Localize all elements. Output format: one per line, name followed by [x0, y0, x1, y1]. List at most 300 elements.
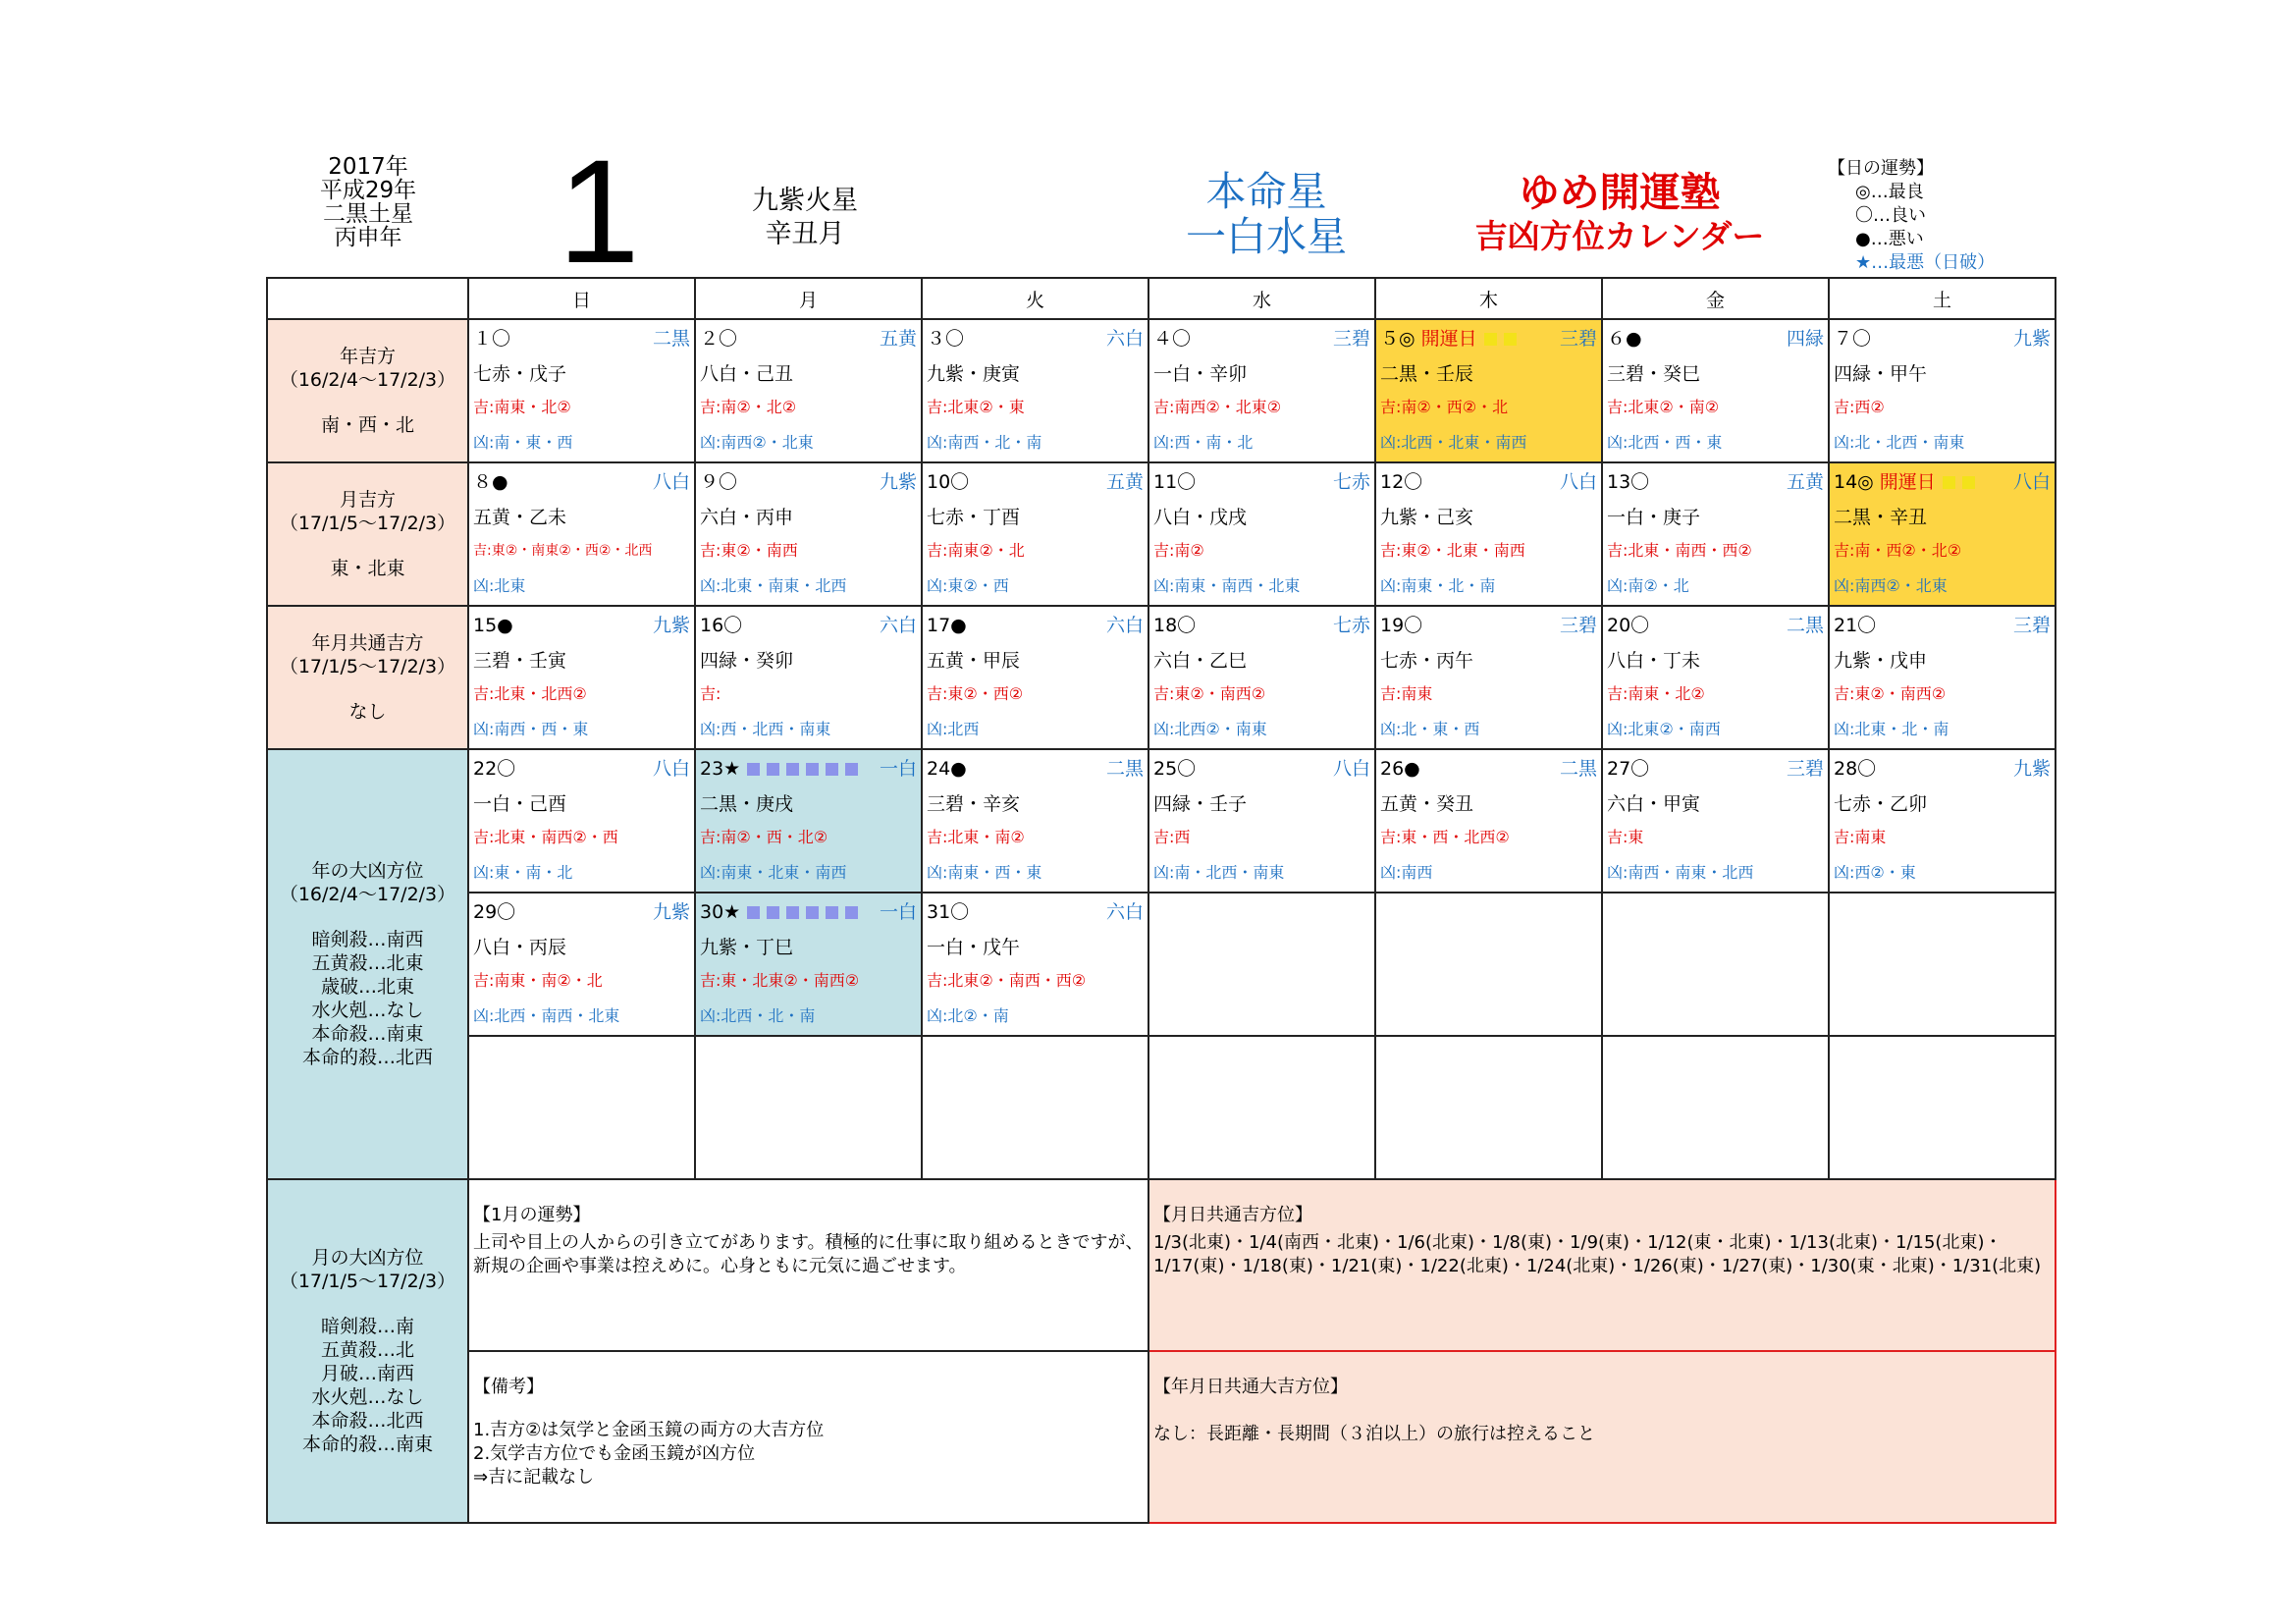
- day-kanshi: 四緑・壬子: [1153, 793, 1248, 815]
- day-header: [927, 756, 1144, 782]
- day-kichi: 吉:南東・北②: [1607, 684, 1705, 703]
- day-kyo: 凶:西②・東: [1834, 863, 1916, 882]
- empty-day-cell: [1829, 1036, 2056, 1179]
- day-kyo: 凶:南西・北・南: [927, 433, 1042, 452]
- day-inner: [923, 893, 1148, 1035]
- day-kanshi: 七赤・乙卯: [1834, 793, 1928, 815]
- day-kyo: 凶:北東・北・南: [1834, 720, 1949, 738]
- day-number-fortune: ５◎: [1380, 328, 1415, 350]
- day-number-fortune: 22〇: [473, 758, 516, 780]
- day-inner: [469, 320, 694, 461]
- honmei-line: 一白水星: [1186, 213, 1347, 260]
- day-star: 八白: [652, 471, 690, 493]
- day-inner: [1830, 893, 2055, 1035]
- marker-square: [1962, 476, 1975, 489]
- weekday-header: 金: [1602, 278, 1829, 319]
- day-cell[interactable]: [468, 606, 695, 749]
- marker-square: [747, 906, 760, 919]
- legend-item: ◎…最良: [1855, 182, 1924, 202]
- marker-square: [1943, 476, 1955, 489]
- side-line: 東・北東: [330, 558, 405, 579]
- day-cell[interactable]: [1602, 319, 1829, 462]
- day-cell[interactable]: [922, 462, 1148, 606]
- side-line: 年月共通吉方: [311, 632, 424, 654]
- side-line: 月吉方: [339, 489, 396, 511]
- side-line: 暗剣殺…南西: [311, 929, 424, 950]
- day-kanshi: 七赤・丁酉: [927, 507, 1021, 528]
- day-cell[interactable]: [922, 319, 1148, 462]
- side-line: 本命殺…北西: [311, 1410, 424, 1432]
- day-kyo: 凶:北東: [473, 576, 526, 595]
- fortune-text: 上司や目上の人からの引き立てがあります。積極的に仕事に取り組めるときですが、新規の企画や事業は控えめに。心身ともに元気に過ごせます。: [473, 1232, 1144, 1276]
- day-cell[interactable]: [468, 749, 695, 893]
- day-kyo: 凶:北東②・南西: [1607, 720, 1721, 738]
- day-header: [700, 613, 917, 638]
- fortune-title: 【1月の運勢】: [473, 1205, 591, 1225]
- day-header: [927, 469, 1144, 495]
- legend-title: 【日の運勢】: [1828, 158, 1934, 179]
- day-star: 八白: [652, 758, 690, 780]
- day-header: [473, 326, 690, 352]
- side-line: 南・西・北: [320, 414, 414, 436]
- day-star: 三碧: [1786, 758, 1824, 780]
- day-star: 七赤: [1332, 615, 1370, 636]
- day-kichi: 吉:北東・南②: [927, 828, 1025, 846]
- day-kichi: 吉:東・北東②・南西②: [700, 971, 860, 990]
- day-kyo: 凶:北西・南西・北東: [473, 1006, 620, 1025]
- empty-day-cell: [1375, 1036, 1602, 1179]
- day-kyo: 凶:東②・西: [927, 576, 1009, 595]
- day-header: [927, 613, 1144, 638]
- day-kichi: 吉:南・西②・北②: [1834, 541, 1962, 560]
- day-inner: [1149, 893, 1374, 1035]
- day-cell[interactable]: [1375, 749, 1602, 893]
- day-number-fortune: 24●: [927, 758, 967, 780]
- day-inner: [923, 320, 1148, 461]
- day-star: 九紫: [652, 615, 690, 636]
- day-cell[interactable]: [1602, 462, 1829, 606]
- day-kichi: 吉:東②・南西: [700, 541, 798, 560]
- side-line: [268, 392, 467, 413]
- day-cell[interactable]: [1375, 319, 1602, 462]
- day-number-fortune: ４〇: [1153, 328, 1192, 350]
- marker-square: [1484, 333, 1497, 346]
- day-star: 五黄: [1105, 471, 1144, 493]
- day-star: 七赤: [1332, 471, 1370, 493]
- day-header: [473, 613, 690, 638]
- day-kanshi: 九紫・戊申: [1834, 650, 1928, 672]
- day-kanshi: 六白・甲寅: [1607, 793, 1701, 815]
- day-kichi: 吉:北東・南西・西②: [1607, 541, 1752, 560]
- fortune-legend: [1828, 157, 1995, 275]
- day-kanshi: 二黒・辛丑: [1834, 507, 1928, 528]
- day-inner: [469, 1037, 694, 1178]
- day-inner: [1376, 463, 1601, 605]
- day-cell[interactable]: [1829, 462, 2056, 606]
- day-number-fortune: 14◎: [1834, 471, 1874, 493]
- side-line: 歳破…北東: [320, 976, 414, 998]
- day-cell[interactable]: [695, 462, 922, 606]
- day-kichi: 吉:北東②・南②: [1607, 398, 1720, 416]
- brand-subtitle: 吉凶方位カレンダー: [1474, 217, 1765, 255]
- day-cell[interactable]: [468, 319, 695, 462]
- marker-square: [1504, 333, 1517, 346]
- day-cell[interactable]: [1602, 606, 1829, 749]
- day-header: [927, 326, 1144, 352]
- day-star: 六白: [1105, 328, 1144, 350]
- day-kyo: 凶:北東・南東・北西: [700, 576, 847, 595]
- side-line: 暗剣殺…南: [320, 1316, 414, 1337]
- day-kyo: 凶:北西②・南東: [1153, 720, 1267, 738]
- side-info-4: [267, 1179, 468, 1523]
- day-kyo: 凶:西・北西・南東: [700, 720, 831, 738]
- side-line: 五黄殺…北: [320, 1339, 414, 1361]
- empty-day-cell: [1375, 893, 1602, 1036]
- legend-item: 〇…良い: [1855, 205, 1926, 226]
- marker-square: [767, 763, 779, 776]
- day-star: 一白: [879, 901, 917, 923]
- day-header: [473, 469, 690, 495]
- day-number-fortune: 15●: [473, 615, 513, 636]
- day-kichi: 吉:南東・北②: [473, 398, 571, 416]
- side-line: [268, 678, 467, 700]
- day-star: 六白: [879, 615, 917, 636]
- day-inner: [1603, 320, 1828, 461]
- weekday-header: 月: [695, 278, 922, 319]
- day-header: [1607, 756, 1824, 782]
- side-line: （17/1/5～17/2/3）: [279, 656, 456, 677]
- day-header: [1607, 613, 1824, 638]
- day-inner: [1603, 463, 1828, 605]
- day-star: 二黒: [1559, 758, 1597, 780]
- day-number-fortune: 21〇: [1834, 615, 1877, 636]
- day-inner: [1149, 320, 1374, 461]
- day-inner: [696, 750, 921, 892]
- fortune-note: [468, 1179, 1148, 1351]
- weekday-header: 日: [468, 278, 695, 319]
- empty-day-cell: [922, 1036, 1148, 1179]
- day-number-fortune: ２〇: [700, 328, 738, 350]
- day-cell[interactable]: [1829, 749, 2056, 893]
- day-kichi: 吉:西②: [1834, 398, 1885, 416]
- day-kyo: 凶:南・東・西: [473, 433, 573, 452]
- day-kyo: 凶:南西②・北東: [700, 433, 814, 452]
- day-kanshi: 七赤・戊子: [473, 363, 567, 385]
- legend-item: ★…最悪（日破）: [1855, 252, 1996, 273]
- day-inner: [1376, 893, 1601, 1035]
- day-kichi: 吉:南②: [1153, 541, 1204, 560]
- day-kichi: 吉:西: [1153, 828, 1191, 846]
- weekday-header: 木: [1375, 278, 1602, 319]
- day-inner: [1149, 1037, 1374, 1178]
- day-number-fortune: 30★: [700, 901, 741, 923]
- side-line: 本命的殺…北西: [301, 1047, 433, 1068]
- day-star: 八白: [1332, 758, 1370, 780]
- day-kyo: 凶:北西・西・東: [1607, 433, 1723, 452]
- day-header: [1834, 756, 2051, 782]
- day-cell[interactable]: [695, 749, 922, 893]
- day-inner: [1149, 607, 1374, 748]
- day-header: [473, 756, 690, 782]
- day-cell[interactable]: [1148, 606, 1375, 749]
- marker-square: [767, 906, 779, 919]
- day-number-fortune: ３〇: [927, 328, 965, 350]
- day-inner: [696, 320, 921, 461]
- day-star: 九紫: [652, 901, 690, 923]
- day-kichi: 吉:北東②・東: [927, 398, 1025, 416]
- brand-title: ゆめ開運塾: [1519, 169, 1721, 216]
- day-kanshi: 八白・丙辰: [473, 937, 567, 958]
- kaiun-label: 開運日: [1879, 471, 1936, 493]
- day-kyo: 凶:南・北西・南東: [1153, 863, 1285, 882]
- day-inner: [923, 463, 1148, 605]
- day-star: 五黄: [1786, 471, 1824, 493]
- day-cell[interactable]: [468, 893, 695, 1036]
- side-line: [268, 1293, 467, 1315]
- day-inner: [923, 1037, 1148, 1178]
- weekday-header: 水: [1148, 278, 1375, 319]
- day-kichi: 吉:南東: [1834, 828, 1887, 846]
- day-cell[interactable]: [468, 462, 695, 606]
- day-kanshi: 一白・己酉: [473, 793, 567, 815]
- day-number-fortune: 10〇: [927, 471, 970, 493]
- day-kichi: 吉:東②・南西②: [1834, 684, 1947, 703]
- day-header: [473, 899, 690, 925]
- day-number-fortune: 23★: [700, 758, 741, 780]
- day-inner: [1603, 1037, 1828, 1178]
- day-header: [700, 469, 917, 495]
- day-kyo: 凶:北②・南: [927, 1006, 1009, 1025]
- day-kanshi: 六白・丙申: [700, 507, 794, 528]
- day-kichi: 吉:南②・西②・北: [1380, 398, 1509, 416]
- day-cell[interactable]: [695, 319, 922, 462]
- day-header: [1834, 326, 2051, 352]
- day-inner: [696, 463, 921, 605]
- side-line: 五黄殺…北東: [311, 952, 424, 974]
- day-kanshi: 八白・丁未: [1607, 650, 1701, 672]
- day-kyo: 凶:東・南・北: [473, 863, 573, 882]
- weekday-header: 火: [922, 278, 1148, 319]
- year-line: 平成29年: [319, 178, 417, 203]
- day-cell[interactable]: [1148, 319, 1375, 462]
- day-kichi: 吉:東②・南東②・西②・北西: [473, 543, 653, 559]
- side-info-3: [267, 749, 468, 1179]
- day-inner: [1830, 750, 2055, 892]
- side-info-2: [267, 606, 468, 749]
- day-inner: [1830, 320, 2055, 461]
- side-line: [268, 535, 467, 557]
- side-line: 月の大凶方位: [311, 1247, 424, 1269]
- day-kanshi: 二黒・壬辰: [1380, 363, 1474, 385]
- day-inner: [469, 893, 694, 1035]
- calendar-table: [266, 277, 2056, 1524]
- side-line: 年吉方: [339, 346, 396, 367]
- day-kanshi: 六白・乙巳: [1153, 650, 1248, 672]
- day-kichi: 吉:南東・南②・北: [473, 971, 603, 990]
- remarks-note: [468, 1351, 1148, 1523]
- day-number-fortune: 19〇: [1380, 615, 1423, 636]
- empty-day-cell: [1829, 893, 2056, 1036]
- day-star: 八白: [2012, 471, 2051, 493]
- day-kichi: 吉:北東②・南西・西②: [927, 971, 1087, 990]
- day-kanshi: 九紫・丁巳: [700, 937, 794, 958]
- empty-day-cell: [695, 1036, 922, 1179]
- day-inner: [469, 750, 694, 892]
- day-header: [700, 899, 917, 925]
- day-header: [1380, 326, 1597, 352]
- empty-day-cell: [1602, 1036, 1829, 1179]
- day-cell[interactable]: [922, 749, 1148, 893]
- day-kanshi: 八白・己丑: [700, 363, 794, 385]
- day-kichi: 吉:東②・南西②: [1153, 684, 1266, 703]
- day-inner: [1376, 1037, 1601, 1178]
- day-inner: [469, 607, 694, 748]
- day-star: 二黒: [652, 328, 690, 350]
- day-number-fortune: ６●: [1607, 328, 1642, 350]
- marker-square: [786, 763, 799, 776]
- day-star: 二黒: [1786, 615, 1824, 636]
- remarks-line: 2.気学吉方位でも金函玉鏡が凶方位: [473, 1443, 756, 1464]
- day-cell[interactable]: [695, 606, 922, 749]
- day-kanshi: 九紫・己亥: [1380, 507, 1474, 528]
- day-kichi: 吉:: [700, 684, 721, 703]
- day-number-fortune: 12〇: [1380, 471, 1423, 493]
- day-header: [1153, 469, 1370, 495]
- marker-square: [845, 763, 858, 776]
- day-inner: [1603, 750, 1828, 892]
- day-cell[interactable]: [1829, 606, 2056, 749]
- day-header: [1153, 613, 1370, 638]
- day-cell[interactable]: [695, 893, 922, 1036]
- day-kanshi: 八白・戊戌: [1153, 507, 1248, 528]
- year-line: 丙申年: [334, 225, 402, 250]
- side-line: 水火剋…なし: [311, 1386, 424, 1408]
- side-line: 本命的殺…南東: [301, 1434, 433, 1455]
- day-star: 五黄: [879, 328, 917, 350]
- day-cell[interactable]: [1375, 606, 1602, 749]
- year-line: 二黒土星: [323, 201, 413, 227]
- day-number-fortune: 31〇: [927, 901, 970, 923]
- day-kyo: 凶:南②・北: [1607, 576, 1689, 595]
- marker-square: [826, 906, 838, 919]
- day-kanshi: 一白・庚子: [1607, 507, 1701, 528]
- day-kanshi: 五黄・甲辰: [927, 650, 1021, 672]
- day-number-fortune: 25〇: [1153, 758, 1197, 780]
- great-lucky-text: なし：長距離・長期間（３泊以上）の旅行は控えること: [1153, 1424, 1595, 1444]
- side-line: 水火剋…なし: [311, 1000, 424, 1021]
- day-kichi: 吉:南②・西・北②: [700, 828, 828, 846]
- day-inner: [1603, 607, 1828, 748]
- day-kyo: 凶:北西・北・南: [700, 1006, 816, 1025]
- day-kichi: 吉:北東・北西②: [473, 684, 587, 703]
- side-line: （16/2/4～17/2/3）: [279, 369, 456, 391]
- marker-square: [845, 906, 858, 919]
- day-cell[interactable]: [1829, 319, 2056, 462]
- side-line: （16/2/4～17/2/3）: [279, 884, 456, 905]
- honmei-star: [1148, 169, 1384, 259]
- day-kanshi: 三碧・癸巳: [1607, 363, 1701, 385]
- day-header: [1153, 326, 1370, 352]
- side-info-1: [267, 462, 468, 606]
- day-kyo: 凶:北西: [927, 720, 980, 738]
- day-cell[interactable]: [1375, 462, 1602, 606]
- side-line: 年の大凶方位: [311, 860, 424, 882]
- day-header: [1834, 469, 2051, 495]
- day-inner: [1149, 463, 1374, 605]
- day-header: [1607, 326, 1824, 352]
- day-number-fortune: 20〇: [1607, 615, 1650, 636]
- side-line: [268, 906, 467, 928]
- day-number-fortune: 29〇: [473, 901, 516, 923]
- day-cell[interactable]: [1148, 462, 1375, 606]
- day-kanshi: 四緑・甲午: [1834, 363, 1928, 385]
- day-kyo: 凶:北・北西・南東: [1834, 433, 1965, 452]
- day-number-fortune: 17●: [927, 615, 967, 636]
- honmei-line: 本命星: [1205, 168, 1327, 215]
- day-star: 九紫: [2012, 758, 2051, 780]
- day-kanshi: 四緑・癸卯: [700, 650, 794, 672]
- day-kichi: 吉:南西②・北東②: [1153, 398, 1282, 416]
- day-number-fortune: ７〇: [1834, 328, 1872, 350]
- marker-square: [806, 906, 819, 919]
- day-star: 三碧: [1332, 328, 1370, 350]
- brand: [1423, 169, 1816, 257]
- day-cell[interactable]: [1148, 749, 1375, 893]
- marker-square: [747, 763, 760, 776]
- side-line: 本命殺…南東: [311, 1023, 424, 1045]
- remarks-line: ⇒吉に記載なし: [473, 1467, 595, 1488]
- day-kyo: 凶:北・東・西: [1380, 720, 1480, 738]
- day-cell[interactable]: [1602, 749, 1829, 893]
- day-kanshi: 一白・戊午: [927, 937, 1021, 958]
- day-star: 二黒: [1105, 758, 1144, 780]
- legend-item: ●…悪い: [1855, 229, 1924, 249]
- day-kichi: 吉:南②・北②: [700, 398, 797, 416]
- day-kichi: 吉:北東・南西②・西: [473, 828, 618, 846]
- day-inner: [1830, 1037, 2055, 1178]
- year-line: 2017年: [328, 154, 408, 180]
- day-number-fortune: 16〇: [700, 615, 743, 636]
- marker-square: [826, 763, 838, 776]
- day-inner: [923, 607, 1148, 748]
- day-kyo: 凶:南西: [1380, 863, 1433, 882]
- day-header: [700, 756, 917, 782]
- day-inner: [1376, 607, 1601, 748]
- month-number: 1: [558, 129, 640, 294]
- remarks-line: 1.吉方②は気学と金函玉鏡の両方の大吉方位: [473, 1420, 825, 1440]
- day-star: 三碧: [1559, 615, 1597, 636]
- day-cell[interactable]: [922, 893, 1148, 1036]
- month-star-line: 辛丑月: [765, 219, 845, 249]
- day-inner: [1830, 607, 2055, 748]
- marker-square: [806, 763, 819, 776]
- marker-square: [786, 906, 799, 919]
- day-header: [1380, 756, 1597, 782]
- day-number-fortune: 11〇: [1153, 471, 1197, 493]
- great-lucky-note: [1148, 1351, 2056, 1523]
- day-inner: [1376, 320, 1601, 461]
- day-kichi: 吉:南東: [1380, 684, 1433, 703]
- day-inner: [1603, 893, 1828, 1035]
- day-kyo: 凶:南東・北東・南西: [700, 863, 847, 882]
- day-inner: [469, 463, 694, 605]
- day-inner: [696, 607, 921, 748]
- weekday-header: 土: [1829, 278, 2056, 319]
- day-kyo: 凶:南西・南東・北西: [1607, 863, 1754, 882]
- day-kyo: 凶:南東・西・東: [927, 863, 1042, 882]
- day-cell[interactable]: [922, 606, 1148, 749]
- day-star: 三碧: [2012, 615, 2051, 636]
